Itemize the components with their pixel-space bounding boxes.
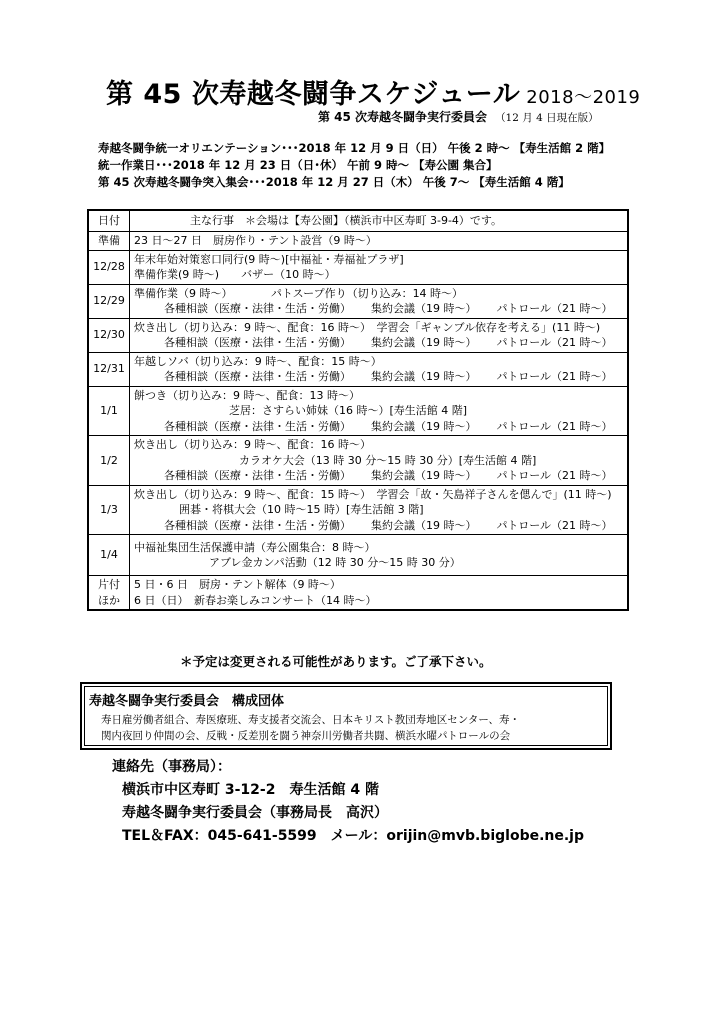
event-work-day: 統一作業日･･･2018 年 12 月 23 日（日･休） 午前 9 時～ 【寿公園 集合】 [98,158,498,172]
contact-address: 横浜市中区寿町 3-12-2 寿生活館 4 階 [122,782,379,798]
table-row [88,386,628,436]
row-line: カラオケ大会（13 時 30 分～15 時 30 分）[寿生活館 4 階] [239,453,537,467]
row-content [130,250,629,284]
member-groups-title: 寿越冬闘争実行委員会 構成団体 [89,694,285,709]
table-row [88,232,628,251]
meeting: 集約会議（19 時～） [371,370,477,383]
row-date: 準備 [88,232,130,251]
meeting: 集約会議（19 時～） [371,518,477,532]
patrol: パトロール（21 時～） [496,336,613,349]
member-groups-box [84,686,608,746]
consultation: 各種相談（医療・法律・生活・労働） [164,370,351,383]
table-row [88,318,628,352]
row-content [130,352,629,386]
meeting: 集約会議（19 時～） [371,302,477,315]
key-events [98,140,610,191]
row-line: 餅つき（切り込み：9 時～、配食：13 時～） [134,388,360,402]
patrol: パトロール（21 時～） [496,469,613,482]
change-notice: ＊予定は変更される可能性があります。ご了承下さい。 [180,654,492,669]
consultation: 各種相談（医療・法律・生活・労働） [164,419,351,433]
row-line [134,518,623,534]
table-row [88,436,628,486]
header-main: 主な行事 ＊会場は【寿公園】（横浜市中区寿町 3-9-4）です。 [130,210,629,232]
table-row [88,535,628,576]
row-date: 1/4 [88,535,130,576]
schedule-table [87,209,629,611]
row-line: 年末年始対策窓口同行(9 時～)[中福祉・寿福祉プラザ] [134,252,404,266]
organizer-name: 第 45 次寿越冬闘争実行委員会 [318,110,488,124]
row-line: 準備作業(9 時～) バザー（10 時～） [134,268,336,281]
row-content [130,284,629,318]
consultation: 各種相談（医療・法律・生活・労働） [164,302,351,315]
row-line: 炊き出し（切り込み：9 時～、配食：16 時～） 学習会「ギャンブル依存を考える」(11 時～) [134,320,601,334]
row-line: 5 日・6 日 厨房・テント解体（9 時～） [134,578,341,591]
patrol: パトロール（21 時～） [496,419,613,433]
contact-tel-email: TEL＆FAX：045-641-5599 メール：orijin@mvb.biglobe.ne.jp [122,828,585,844]
row-line: 準備作業（9 時～） パトスープ作り（切り込み：14 時～） [134,286,464,300]
page-title [106,72,640,111]
meeting: 集約会議（19 時～） [371,419,477,433]
row-line [134,369,623,385]
row-content [130,318,629,352]
row-line [134,468,623,484]
patrol: パトロール（21 時～） [496,370,613,383]
row-date: 12/31 [88,352,130,386]
contact-label: 連絡先（事務局）： [112,759,231,775]
event-orientation: 寿越冬闘争統一オリエンテーション･･･2018 年 12 月 9 日（日） 午後 2 時～ 【寿生活館 2 階】 [98,141,611,155]
member-groups-line: 寿日雇労働者組合、寿医療班、寿支援者交流会、日本キリスト教団寿地区センター、寿・ [101,714,520,726]
row-content [130,576,629,611]
event-kickoff: 第 45 次寿越冬闘争突入集会･･･2018 年 12 月 27 日（木） 午後 7～ 【寿生活館 4 階】 [98,175,570,189]
row-date-line: 片付 [98,578,120,591]
table-row [88,250,628,284]
consultation: 各種相談（医療・法律・生活・労働） [164,518,351,532]
row-content [130,436,629,486]
table-row [88,576,628,611]
row-date: 12/29 [88,284,130,318]
row-content [130,386,629,436]
organizer-line [318,108,599,125]
row-line [134,301,623,317]
title-text: 第 45 次寿越冬闘争スケジュール [106,79,521,110]
table-row [88,485,628,535]
row-date: 1/1 [88,386,130,436]
meeting: 集約会議（19 時～） [371,336,477,349]
row-line: 炊き出し（切り込み：9 時～、配食：16 時～） [134,438,371,451]
row-line: アブレ金カンパ活動（12 時 30 分～15 時 30 分） [209,556,461,569]
row-date: 1/2 [88,436,130,486]
row-line: 囲碁・将棋大会（10 時～15 時）[寿生活館 3 階] [179,503,424,516]
row-content [130,485,629,535]
row-date: 12/28 [88,250,130,284]
table-row [88,352,628,386]
row-line: 炊き出し（切り込み：9 時～、配食：15 時～） 学習会「故・矢島祥子さんを偲んで」(11 時～) [134,487,612,501]
title-years: 2018～2019 [526,87,641,108]
meeting: 集約会議（19 時～） [371,469,477,482]
patrol: パトロール（21 時～） [496,302,613,315]
row-line [134,419,623,435]
header-date: 日付 [88,210,130,232]
row-content [130,535,629,576]
row-line: 年越しソバ（切り込み：9 時～、配食：15 時～） [134,354,382,368]
consultation: 各種相談（医療・法律・生活・労働） [164,469,351,482]
table-header-row [88,210,628,232]
row-content [130,232,629,251]
table-row [88,284,628,318]
row-line: 23 日～27 日 厨房作り・テント設営（9 時～） [134,234,377,247]
row-date: 1/3 [88,485,130,535]
as-of-date: （12 月 4 日現在版） [495,112,599,124]
member-groups-line: 関内夜回り仲間の会、反戦・反差別を闘う神奈川労働者共闘、横浜水曜パトロールの会 [101,730,511,742]
row-date [88,576,130,611]
row-line: 6 日（日） 新春お楽しみコンサート（14 時～） [134,593,377,607]
patrol: パトロール（21 時～） [496,518,613,532]
row-date-line: ほか [98,593,120,607]
contact-block [112,756,584,848]
row-line [134,335,623,351]
row-line: 中福祉集団生活保護申請（寿公園集合：8 時～） [134,540,376,554]
row-date: 12/30 [88,318,130,352]
contact-office: 寿越冬闘争実行委員会（事務局長 高沢） [122,805,388,821]
row-line: 芝居：さすらい姉妹（16 時～）[寿生活館 4 階] [229,404,468,417]
consultation: 各種相談（医療・法律・生活・労働） [164,336,351,349]
